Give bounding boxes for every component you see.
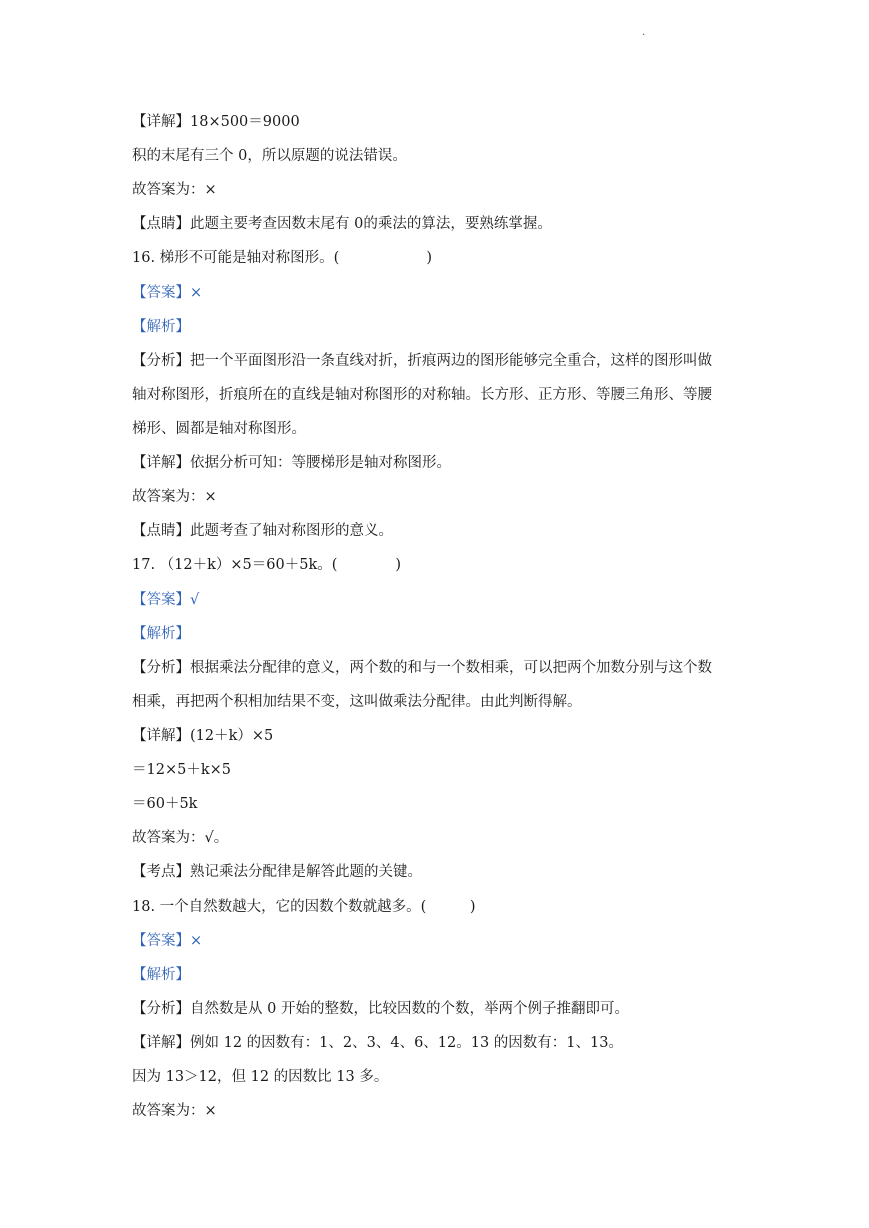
text-line: 【详解】(12＋k）×5 bbox=[132, 728, 274, 744]
text-line: 相乘，再把两个积相加结果不变，这叫做乘法分配律。由此判断得解。 bbox=[132, 694, 582, 710]
text-line: 故答案为：× bbox=[132, 1103, 217, 1119]
answer-label: 【答案】× bbox=[132, 285, 203, 301]
text-line: 轴对称图形，折痕所在的直线是轴对称图形的对称轴。长方形、正方形、等腰三角形、等腰 bbox=[132, 387, 712, 403]
analysis-label: 【解析】 bbox=[132, 967, 190, 983]
text-line: 故答案为：√。 bbox=[132, 830, 229, 846]
text-line: 【详解】例如 12 的因数有：1、2、3、4、6、12。13 的因数有：1、13。 bbox=[132, 1035, 623, 1051]
text-line: 【分析】根据乘法分配律的意义，两个数的和与一个数相乘，可以把两个加数分别与这个数 bbox=[132, 660, 712, 676]
text-line: ＝60＋5k bbox=[132, 796, 198, 812]
text-line: 故答案为：× bbox=[132, 182, 217, 198]
text-line: 【考点】熟记乘法分配律是解答此题的关键。 bbox=[132, 864, 422, 880]
answer-label: 【答案】√ bbox=[132, 592, 200, 608]
answer-label: 【答案】× bbox=[132, 933, 203, 949]
text-line: 【点睛】此题考查了轴对称图形的意义。 bbox=[132, 523, 393, 539]
text-line: 因为 13＞12，但 12 的因数比 13 多。 bbox=[132, 1069, 389, 1085]
text-line: 【分析】把一个平面图形沿一条直线对折，折痕两边的图形能够完全重合，这样的图形叫做 bbox=[132, 353, 712, 369]
text-line: 梯形、圆都是轴对称图形。 bbox=[132, 421, 306, 437]
text-line: 【点睛】此题主要考查因数末尾有 0的乘法的算法，要熟练掌握。 bbox=[132, 216, 552, 232]
question-16: 16. 梯形不可能是轴对称图形。( ) bbox=[132, 250, 432, 266]
header-mark: · bbox=[642, 30, 646, 41]
analysis-label: 【解析】 bbox=[132, 626, 190, 642]
text-line: ＝12×5＋k×5 bbox=[132, 762, 231, 778]
question-18: 18. 一个自然数越大，它的因数个数就越多。( ) bbox=[132, 899, 476, 915]
text-line: 【详解】依据分析可知：等腰梯形是轴对称图形。 bbox=[132, 455, 451, 471]
text-line: 积的末尾有三个 0，所以原题的说法错误。 bbox=[132, 148, 407, 164]
question-17: 17. （12＋k）×5＝60＋5k。( ) bbox=[132, 557, 402, 573]
analysis-label: 【解析】 bbox=[132, 319, 190, 335]
text-line: 【分析】自然数是从 0 开始的整数，比较因数的个数，举两个例子推翻即可。 bbox=[132, 1001, 629, 1017]
text-line: 【详解】18×500＝9000 bbox=[132, 114, 300, 130]
text-line: 故答案为：× bbox=[132, 489, 217, 505]
